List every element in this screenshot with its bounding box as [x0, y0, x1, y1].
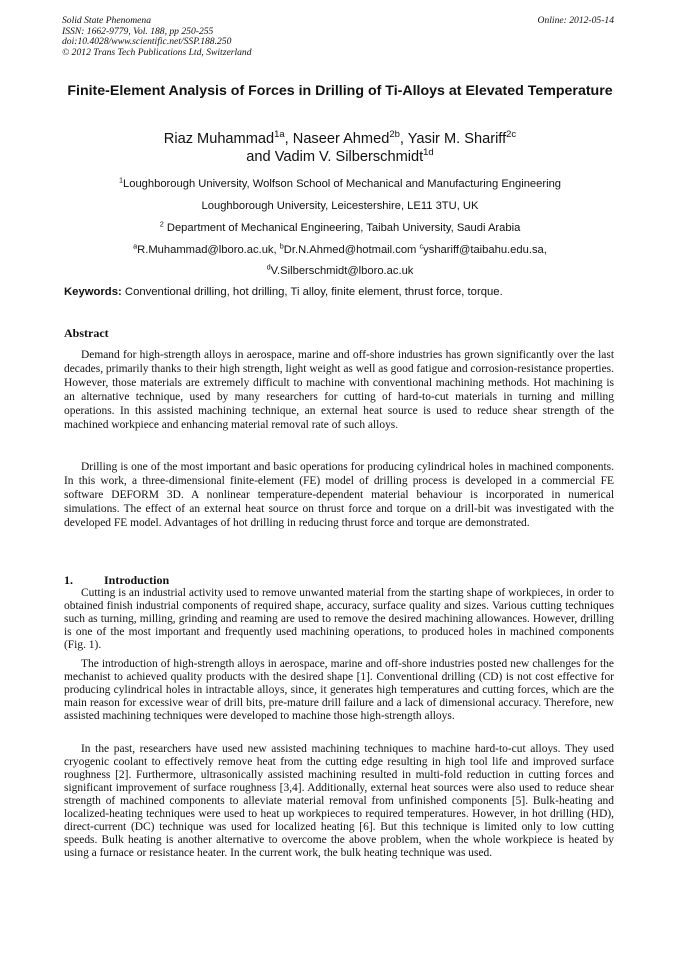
- keywords: [64, 285, 624, 299]
- keywords-text: Conventional drilling, hot drilling, Ti alloy, finite element, thrust force, torque.: [124, 286, 503, 298]
- author-name: Riaz Muhammad: [163, 131, 275, 147]
- author-affiliation-mark: 2c: [506, 129, 517, 141]
- author-list: Riaz Muhammad$^{1a}$, Naseer Ahmed$^{2b}$, Yasir M. Shariff$^{2c}$ and Vadim V. Silberschmidt$^{1d}$: [163, 129, 517, 165]
- journal-doi: doi:10.4028/www.scientific.net/SSP.188.250: [62, 36, 232, 48]
- journal-copyright: © 2012 Trans Tech Publications Ltd, Switzerland: [62, 46, 252, 58]
- keywords-label: Keywords:: [64, 286, 122, 298]
- author-name: Naseer Ahmed: [292, 131, 390, 147]
- affiliation-1-line-2: Loughborough University, Leicestershire, LE11 3TU, UK: [201, 200, 479, 212]
- author-name: Yasir M. Shariff: [407, 131, 507, 147]
- section-number: 1.: [64, 573, 73, 587]
- affiliation-mark: 2: [159, 219, 164, 229]
- paper-title: Finite-Element Analysis of Forces in Drilling of Ti-Alloys at Elevated Temperature: [67, 83, 613, 99]
- author-affiliation-mark: 2b: [389, 129, 400, 141]
- author-name: Vadim V. Silberschmidt: [274, 149, 424, 165]
- author-conjunction: and: [246, 149, 271, 165]
- email-link[interactable]: R.Muhammad@lboro.ac.uk,: [137, 244, 277, 256]
- journal-header: [62, 16, 252, 58]
- introduction-paragraph-2: The introduction of high-strength alloys in aerospace, marine and off-shore industries posted new challenges for the mechanist to achieved quality products with the desired shape [1]. Conventional drilling (CD) is not cost effective for producing cylindrical holes in intractable alloys, since, it generates high temperatures and cutting forces, which are the main reason for excessive wear of drill bits, pre-mature drill failure and a lack of dimensional accuracy. Therefore, new assisted machining techniques were developed to machine those high-strength alloys.: [64, 658, 614, 723]
- section-heading-introduction: Introduction: [104, 573, 170, 587]
- email-link[interactable]: Dr.N.Ahmed@hotmail.com: [283, 244, 417, 256]
- introduction-paragraph-3: In the past, researchers have used new assisted machining techniques to machine hard-to-cut alloys. They used cryogenic coolant to effectively remove heat from the cutting edge resulting in high tool life and improved surface roughness [2]. Furthermore, ultrasonically assisted machining resulted in multi-fold reduction in cutting forces and significant improvement of surface roughness [3,4]. Additionally, external heat sources were also used to reduce shear strength of machined components to alleviate material removal from unfinished components [5]. Bulk-heating and localized-heating techniques were used to heat up workpieces to required temperatures. However, in hot drilling (HD), direct-current (DC) technique was used for localized heating [6]. But this technique is limited only to low cutting speeds. Bulk heating is another alternative to overcome the above problem, when the whole workpiece is heated by using a furnace or resistance heater. In the current work, the bulk heating technique was used.: [64, 743, 614, 860]
- affiliation-mark: 1: [118, 175, 123, 185]
- email-line-2: $^d$V.Silberschmidt@lboro.ac.uk: [266, 262, 414, 277]
- author-affiliation-mark: 1d: [423, 147, 434, 159]
- email-line-1: $^a$R.Muhammad@lboro.ac.uk, $^b$Dr.N.Ahmed@hotmail.com $^c$yshariff@taibahu.edu.sa,: [133, 241, 547, 256]
- abstract-paragraph-1: Demand for high-strength alloys in aerospace, marine and off-shore industries has grown significantly over the last decades, primarily thanks to their high strength, light weight as well as good fatigue and corrosion-resistance properties. However, those materials are extremely difficult to machine with conventional machining methods. Hot machining is an alternative technique, used by many researchers for cutting of hard-to-cut materials in turning and milling operations. In this assisted machining technique, an external heat source is used to reduce shear strength of the machined workpiece and enhancing material removal rate of such alloys.: [64, 349, 614, 432]
- author-affiliation-mark: 1a: [274, 129, 285, 141]
- journal-name: Solid State Phenomena: [62, 15, 151, 26]
- abstract-heading: Abstract: [64, 326, 109, 340]
- affiliation-1-line-1: $^1$Loughborough University, Wolfson School of Mechanical and Manufacturing Engineering: [118, 175, 562, 190]
- abstract-paragraph-2: Drilling is one of the most important and basic operations for producing cylindrical holes in machined components. In this work, a three-dimensional finite-element (FE) model of drilling process is developed in a commercial FE software DEFORM 3D. A nonlinear temperature-dependent material behaviour is incorporated in numerical simulations. The effect of an external heat source on thrust force and torque on a drill-bit was investigated with the developed FE model. Advantages of hot drilling in reducing thrust force and torque are demonstrated.: [64, 461, 614, 530]
- email-link[interactable]: yshariff@taibahu.edu.sa,: [423, 244, 547, 256]
- introduction-paragraph-1: Cutting is an industrial activity used to remove unwanted material from the starting shape of workpieces, in order to obtained finish industrial components of required shape, accuracy, surface quality and sizes. Various cutting techniques such as turning, milling, grinding and reaming are used to remove the desired machining allowances. However, drilling is one of the most important and frequently used machining operations, to produced holes in machined components (Fig. 1).: [64, 587, 614, 652]
- online-date: Online: 2012-05-14: [537, 15, 614, 26]
- journal-issn: ISSN: 1662-9779, Vol. 188, pp 250-255: [62, 25, 214, 37]
- email-link[interactable]: V.Silberschmidt@lboro.ac.uk: [270, 265, 414, 277]
- affiliation-2: $^2$ Department of Mechanical Engineering, Taibah University, Saudi Arabia: [159, 219, 521, 234]
